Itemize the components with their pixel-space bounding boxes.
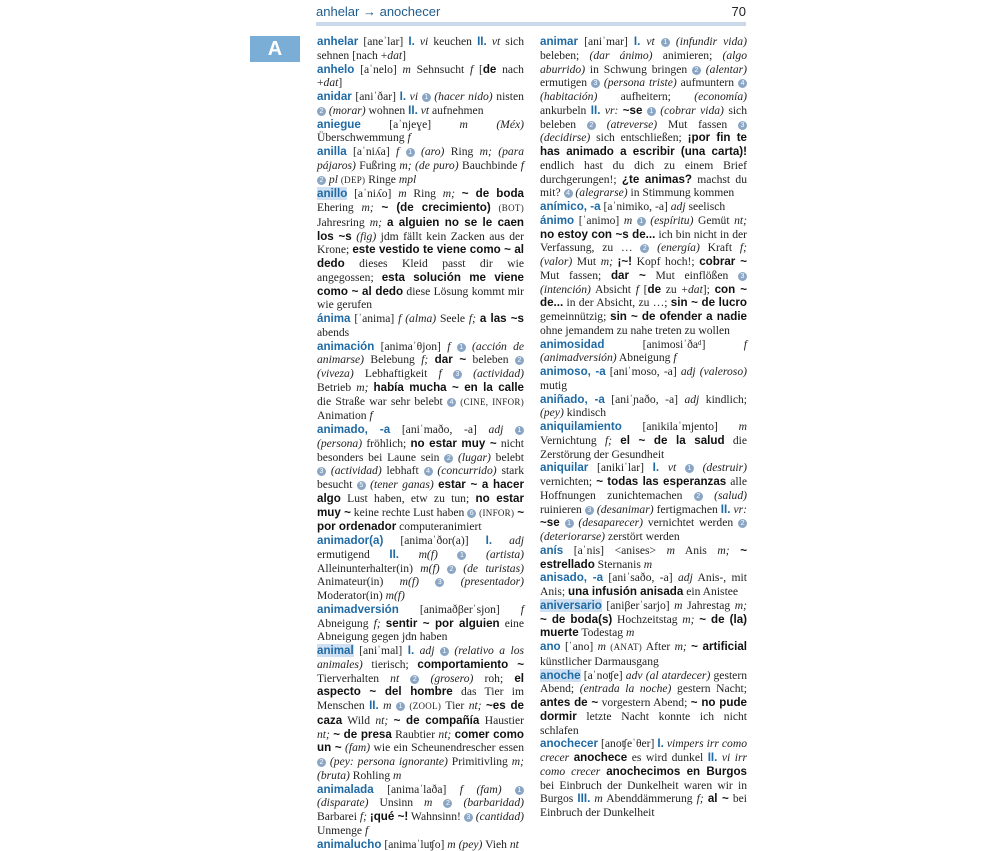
page-number: 70 [732,4,746,19]
dictionary-entry: animalada [animaˈlaða] f (fam) 1 (disparate) Unsinn m 2 (barbaridad) Barbarei f; ¡qué ~! Wahnsinn! 3 (cantidad) Unmenge f [317,783,524,838]
dictionary-entry: animar [aniˈmar] I. vt 1 (infundir vida) beleben; (dar ánimo) animieren; (algo aburrido) in Schwung bringen 2 (alentar) ermutigen 3 (persona triste) aufmuntern 4 (habitación) aufheitern; (economía) ankurbeln II. vr: ~se 1 (cobrar vida) sich beleben 2 (atreverse) Mut fassen 3 (decidirse) sich entschließen; ¡por fin te has animado a escribir (una carta)! endlich hast du dich zu einem Brief durchgerungen!; ¿te animas? machst du mit? 4 (alegrarse) in Stimmung kommen [540,35,747,200]
header-rule [316,22,746,26]
dictionary-entry: aniversario [aniβerˈsarjo] m Jahrestag m; ~ de boda(s) Hochzeitstag m; ~ de (la) muerte Todestag m [540,599,747,640]
dictionary-entry: ano [ˈano] m (ANAT) After m; ~ artificial künstlicher Darmausgang [540,640,747,669]
dictionary-entry: anidar [aniˈðar] I. vi 1 (hacer nido) nisten 2 (morar) wohnen II. vt aufnehmen [317,90,524,118]
dictionary-entry: anís [aˈnis] <anises> m Anis m; ~ estrellado Sternanis m [540,544,747,572]
dictionary-entry: anillo [aˈniʎo] m Ring m; ~ de boda Ehering m; ~ (de crecimiento) (BOT) Jahresring m; a alguien no se le caen los ~s (fig) jdm fällt kein Zacken aus der Krone; este vestido te viene como ~ al dedo dieses Kleid passt dir wie angegossen; esta solución me viene como ~ al dedo diese Lösung kommt mir wie gerufen [317,187,524,312]
right-column [540,35,747,820]
left-column [317,35,524,851]
page-header [316,4,746,20]
dictionary-entry: anoche [aˈnoʧe] adv (al atardecer) gestern Abend; (entrada la noche) gestern Nacht; antes de ~ vorgestern Abend; ~ no pude dormir letzte Nacht konnte ich nicht schlafen [540,669,747,738]
dictionary-entry: animalucho [animaˈluʧo] m (pey) Vieh nt [317,838,524,851]
dictionary-entry: anímico, -a [aˈnimiko, -a] adj seelisch [540,200,747,214]
dictionary-entry: anilla [aˈniʎa] f 1 (aro) Ring m; (para pájaros) Fußring m; (de puro) Bauchbinde f 2 pl (DEP) Ringe mpl [317,145,524,187]
dictionary-entry: aniegue [aˈnjeɣe] m (Méx) Überschwemmung f [317,118,524,146]
dictionary-entry: anisado, -a [aniˈsaðo, -a] adj Anis-, mit Anis; una infusión anisada ein Anistee [540,571,747,599]
dictionary-entry: animado, -a [aniˈmaðo, -a] adj 1 (persona) fröhlich; no estar muy ~ nicht besonders bei Laune sein 2 (lugar) belebt 3 (actividad) lebhaft 4 (concurrido) stark besucht 5 (tener ganas) estar ~ a hacer algo Lust haben, etw zu tun; no estar muy ~ keine rechte Lust haben 6 (INFOR) ~ por ordenador computeranimiert [317,423,524,534]
dictionary-entry: ánimo [ˈanimo] m 1 (espíritu) Gemüt nt; no estoy con ~s de... ich bin nicht in der Verfassung, zu … 2 (energía) Kraft f; (valor) Mut m; ¡~! Kopf hoch!; cobrar ~ Mut fassen; dar ~ Mut einflößen 3 (intención) Absicht f [de zu +dat]; con ~ de... in der Absicht, zu …; sin ~ de lucro gemeinnützig; sin ~ de ofender a nadie ohne jemandem zu nahe treten zu wollen [540,214,747,338]
dictionary-entry: anhelar [aneˈlar] I. vi keuchen II. vt sich sehnen [nach +dat] [317,35,524,63]
dictionary-entry: animosidad [animosiˈðaᵈ] f (animadversión) Abneigung f [540,338,747,366]
dictionary-entry: aniquilar [anikiˈlar] I. vt 1 (destruir) vernichten; ~ todas las esperanzas alle Hoffnungen zunichtemachen 2 (salud) ruinieren 3 (desanimar) fertigmachen II. vr: ~se 1 (desaparecer) vernichtet werden 2 (deteriorarse) zerstört werden [540,461,747,544]
dictionary-entry: animal [aniˈmal] I. adj 1 (relativo a los animales) tierisch; comportamiento ~ Tierverhalten nt 2 (grosero) roh; el aspecto ~ del hombre das Tier im Menschen II. m 1 (ZOOL) Tier nt; ~es de caza Wild nt; ~ de compañía Haustier nt; ~ de presa Raubtier nt; comer como un ~ (fam) wie ein Scheunendrescher essen 2 (pey: persona ignorante) Primitivling m; (bruta) Rohling m [317,644,524,783]
dictionary-entry: ánima [ˈanima] f (alma) Seele f; a las ~s abends [317,312,524,340]
section-letter-tab: A [250,36,300,62]
dictionary-entry: anhelo [aˈnelo] m Sehnsucht f [de nach +dat] [317,63,524,91]
dictionary-entry: animador(a) [animaˈðor(a)] I. adj ermutigend II. m(f) 1 (artista) Alleinunterhalter(in) m(f) 2 (de turistas) Animateur(in) m(f) 3 (presentador) Moderator(in) m(f) [317,534,524,603]
dictionary-entry: animadversión [animaðβerˈsjon] f Abneigung f; sentir ~ por alguien eine Abneigung gegen jdn haben [317,603,524,644]
dictionary-entry: anochecer [anoʧeˈθer] I. vimpers irr como crecer anochece es wird dunkel II. vi irr como crecer anochecimos en Burgos bei Einbruch der Dunkelheit waren wir in Burgos III. m Abenddämmerung f; al ~ bei Einbruch der Dunkelheit [540,737,747,820]
dictionary-entry: aniquilamiento [anikilaˈmjento] m Vernichtung f; el ~ de la salud die Zerstörung der Gesundheit [540,420,747,461]
dictionary-entry: aniñado, -a [aniˈɲaðo, -a] adj kindlich; (pey) kindisch [540,393,747,421]
dictionary-entry: animoso, -a [aniˈmoso, -a] adj (valeroso) mutig [540,365,747,393]
dictionary-entry: animación [animaˈθjon] f 1 (acción de animarse) Belebung f; dar ~ beleben 2 (viveza) Lebhaftigkeit f 3 (actividad) Betrieb m; había mucha ~ en la calle die Straße war sehr belebt 4 (CINE, INFOR) Animation f [317,340,524,424]
header-entry-range: anhelar → anochecer [316,4,440,19]
